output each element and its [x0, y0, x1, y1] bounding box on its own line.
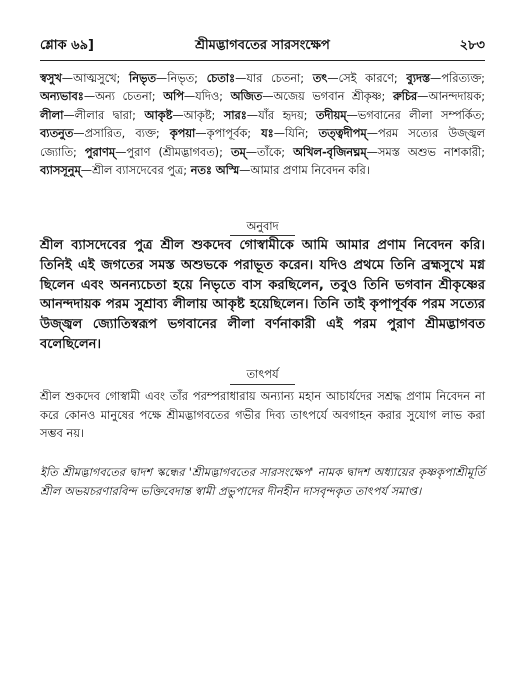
synonym-meaning: আত্মসুখে; [73, 72, 130, 85]
purport-heading-rule [230, 384, 295, 385]
synonym-meaning: আনন্দদায়ক; [428, 90, 486, 104]
synonym-dash: — [73, 127, 85, 141]
synonym-meaning: আমার প্রণাম নিবেদন করি। [250, 164, 370, 178]
synonym-dash: — [346, 108, 358, 122]
synonym-term: নতঃ অস্মি [190, 164, 240, 178]
synonym-term: নিভৃত [129, 72, 156, 85]
synonym-term: তত্ত্বদীপম্ [318, 127, 367, 141]
synonym-term: যঃ [261, 127, 274, 141]
synonym-meaning: পরিত্যক্ত; [441, 72, 485, 85]
purport-heading: তাৎপর্য [246, 368, 279, 381]
synonym-dash: — [366, 127, 378, 141]
synonym-dash: — [327, 72, 339, 85]
synonym-meaning: শ্রীল ব্যাসদেবের পুত্র; [92, 164, 191, 178]
synonym-term: স্বসুখ [40, 72, 62, 85]
translation-text: শ্রীল ব্যাসদেবের পুত্র শ্রীল শুকদেব গোস্বামীকে আমি আমার প্রণাম নিবেদন করি। তিনিই এই জগতের সমস্ত অশুভকে পরাভূত করেন। যদিও প্রথমে তিনি ব্রহ্মসুখে মগ্ন ছিলেন এবং অনন্যচেতা হয়ে নিভৃতে বাস করছিলেন, তবুও তিনি ভগবান শ্রীকৃষ্ণের আনন্দদায়ক পরম সুশ্রাব্য লীলায় আকৃষ্ট হয়েছিলেন। তিনি তাই কৃপাপূর্বক পরম সত্যের উজ্জ্বল জ্যোতিস্বরূপ ভগবানের লীলা বর্ণনাকারী এই পরম পুরাণ শ্রীমদ্ভাগবত বলেছিলেন। [40, 238, 485, 352]
synonym-dash: — [80, 164, 93, 178]
verse-reference: শ্লোক ৬৯] [40, 38, 94, 53]
synonym-term: ব্যতনুত [40, 127, 74, 141]
header-rule [40, 60, 485, 61]
synonym-dash: — [246, 108, 259, 122]
synonym-meaning: অজেয় ভগবান শ্রীকৃষ্ণ; [273, 90, 393, 104]
synonym-meaning: লীলার দ্বারা; [74, 108, 145, 122]
synonym-dash: — [63, 108, 75, 122]
synonym-term: লীলা [40, 108, 64, 122]
page-number: ২৮৩ [459, 38, 485, 53]
synonym-term: ব্যুদস্ত [406, 72, 431, 85]
word-for-word-synonyms [40, 70, 485, 180]
synonym-dash: — [155, 72, 168, 85]
purport-text: শ্রীল শুকদেব গোস্বামী এবং তাঁর পরম্পরাধারায় অন্যান্য মহান আচার্যদের সশ্রদ্ধ প্রণাম নিবেদন না করে কোনও মানুষের পক্ষে শ্রীমদ্ভাগবতের গভীর দিব্য তাৎপর্যে অবগাহন করার সুযোগ লাভ করা সম্ভব নয়। [40, 389, 485, 441]
synonym-term: ব্যাসসূনুম্ [40, 164, 81, 178]
synonym-term: অজিত [230, 90, 263, 104]
synonym-term: অপি [163, 90, 184, 104]
synonym-term: তদীয়ম্ [315, 108, 347, 122]
running-header [40, 36, 485, 56]
synonym-dash: — [417, 90, 429, 104]
synonym-meaning: নিভৃত; [167, 72, 207, 85]
synonym-term: আকৃষ্ট [144, 108, 173, 122]
synonym-term: রুচির [392, 90, 418, 104]
synonym-term: সারঃ [223, 108, 247, 122]
synonym-meaning: যাঁর হৃদয়; [258, 108, 316, 122]
synonym-term: কৃপয়া [169, 127, 196, 141]
synonym-dash: — [430, 72, 442, 85]
running-title: শ্রীমদ্ভাগবতের সারসংক্ষেপ [195, 38, 330, 53]
synonym-dash: — [83, 90, 96, 104]
synonym-meaning: যিনি; [284, 127, 319, 141]
synonym-meaning: পুরাণ (শ্রীমদ্ভাগবত); [126, 145, 231, 159]
synonym-term: তম্ [230, 145, 246, 159]
synonym-meaning: অন্য চেতনা; [95, 90, 164, 104]
synonym-dash: — [235, 72, 247, 85]
synonym-meaning: প্রসারিত, ব্যক্ত; [84, 127, 170, 141]
synonym-term: অখিল-বৃজিনঘ্নম্ [293, 145, 367, 159]
synonym-meaning: সেই কারণে; [338, 72, 407, 85]
synonym-meaning: সমস্ত অশুভ নাশকারী; [377, 145, 485, 159]
synonym-term: তৎ [312, 72, 328, 85]
translation-heading: অনুবাদ [246, 220, 279, 233]
synonym-meaning: তাঁকে; [257, 145, 294, 159]
synonym-meaning: ভগবানের লীলা সম্পর্কিত; [357, 108, 485, 122]
synonym-dash: — [239, 164, 251, 178]
synonym-dash: — [61, 72, 74, 85]
synonym-dash: — [245, 145, 258, 159]
synonym-dash: — [172, 108, 184, 122]
synonym-dash: — [262, 90, 274, 104]
synonym-meaning: কৃপাপূর্বক; [206, 127, 262, 141]
synonym-dash: — [183, 90, 196, 104]
synonym-meaning: যদিও; [195, 90, 231, 104]
synonym-term: চেতাঃ [206, 72, 236, 85]
synonym-meaning: যার চেতনা; [246, 72, 313, 85]
synonym-dash: — [115, 145, 127, 159]
synonym-dash: — [273, 127, 285, 141]
synonym-term: পুরাণম্ [84, 145, 116, 159]
chapter-colophon: ইতি শ্রীমদ্ভাগবতের দ্বাদশ স্কন্ধের 'শ্রীমদ্ভাগবতের সারসংক্ষেপ' নামক দ্বাদশ অধ্যায়ের কৃষ্ণকৃপাশ্রীমূর্তি শ্রীল অভয়চরণারবিন্দ ভক্তিবেদান্ত স্বামী প্রভুপাদের দীনহীন দাসবৃন্দকৃত তাৎপর্য সমাপ্ত। [40, 465, 485, 498]
synonym-meaning: পরম সত্যের উজ্জ্বল জ্যোতি; [40, 127, 485, 159]
synonym-term: অন্যভাবঃ [40, 90, 84, 104]
synonym-dash: — [366, 145, 378, 159]
synonym-dash: — [195, 127, 207, 141]
synonym-meaning: আকৃষ্ট; [183, 108, 224, 122]
